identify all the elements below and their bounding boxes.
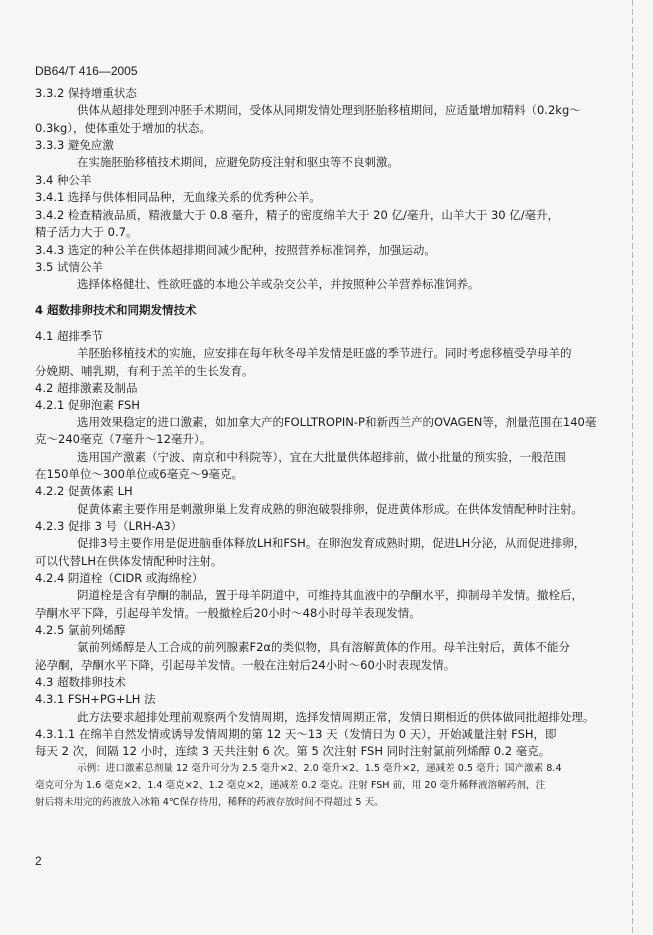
paragraph-line: 3.4.3 选定的种公羊在供体超排期间减少配种，按照营养标准饲养，加强运动。	[35, 243, 436, 257]
heading-4: 4 超数排卵技术和同期发情技术	[35, 303, 197, 317]
heading-3-5: 3.5 试情公羊	[35, 260, 103, 274]
paragraph-line: 促排3号主要作用是促进脑垂体释放LH和FSH。在卵泡发育成熟时期，促进LH分泌，从而促进排卵，	[77, 536, 586, 550]
heading-3-3-2: 3.3.2 保持增重状态	[35, 86, 137, 100]
heading-4-2: 4.2 超排激素及制品	[35, 381, 138, 395]
paragraph-line: 促黄体素主要作用是刺激卵巢上发育成熟的卵泡破裂排卵，促进黄体形成。在供体发情配种时注射。	[77, 502, 583, 516]
example-note-line: 毫克可分为 1.6 毫克×2、1.4 毫克×2、1.2 毫克×2，递减差 0.2 毫克。注射 FSH 前，用 20 毫升稀释液溶解药剂，注	[35, 780, 546, 791]
example-note-line: 示例：进口激素总剂量 12 毫升可分为 2.5 毫升×2、2.0 毫升×2、1.5 毫升×2，递减差 0.5 毫升；国产激素 8.4	[77, 763, 562, 774]
paragraph-line: 选用国产激素（宁波、南京和中科院等），宜在大批量供体超排前，做小批量的预实验，一般范围	[77, 450, 566, 464]
paragraph-line: 可以代替LH在供体发情配种时注射。	[35, 554, 223, 568]
heading-3-4: 3.4 种公羊	[35, 173, 92, 187]
paragraph-line: 孕酮水平下降，引起母羊发情。一般撤栓后20小时～48小时母羊表现发情。	[35, 606, 421, 620]
heading-4-3-1: 4.3.1 FSH+PG+LH 法	[35, 692, 156, 706]
paragraph-line: 4.3.1.1 在绵羊自然发情或诱导发情周期的第 12 天～13 天（发情日为 0 天），开始减量注射 FSH，即	[35, 727, 557, 741]
paragraph-line: 选用效果稳定的进口激素，如加拿大产的FOLLTROPIN-P和新西兰产的OVAGEN等，剂量范围在140毫	[77, 415, 597, 429]
paragraph-line: 泌孕酮，孕酮水平下降，引起母羊发情。一般在注射后24小时～60小时表现发情。	[35, 658, 456, 672]
paragraph-line: 克～240毫克（7毫升～12毫升）。	[35, 432, 212, 446]
heading-3-3-3: 3.3.3 避免应激	[35, 138, 114, 152]
heading-4-2-3: 4.2.3 促排 3 号（LRH-A3）	[35, 519, 183, 533]
heading-4-2-5: 4.2.5 氯前列烯醇	[35, 623, 126, 637]
paragraph-line: 精子活力大于 0.7。	[35, 225, 138, 239]
paragraph-line: 供体从超排处理到冲胚手术期间，受体从同期发情处理到胚胎移植期间，应适量增加精料（0.2kg～	[77, 103, 581, 117]
paragraph-line: 此方法要求超排处理前观察两个发情周期，选择发情周期正常，发情日期相近的供体做同批超排处理。	[77, 710, 595, 724]
page-number: 2	[35, 854, 42, 868]
paragraph-line: 氯前列烯醇是人工合成的前列腺素F2α的类似物，具有溶解黄体的作用。母羊注射后，黄体不能分	[77, 640, 571, 654]
page-edge-line	[632, 0, 633, 935]
paragraph-line: 0.3kg），使体重处于增加的状态。	[35, 121, 211, 135]
paragraph-line: 每天 2 次，间隔 12 小时，连续 3 天共注射 6 次。第 5 次注射 FSH 同时注射氯前列烯醇 0.2 毫克。	[35, 744, 551, 758]
paragraph-line: 阴道栓是含有孕酮的制品，置于母羊阴道中，可维持其血液中的孕酮水平，抑制母羊发情。撤栓后，	[77, 588, 583, 602]
paragraph-line: 3.4.2 检查精液品质，精液量大于 0.8 毫升，精子的密度绵羊大于 20 亿/毫升，山羊大于 30 亿/毫升，	[35, 208, 560, 222]
paragraph-line: 3.4.1 选择与供体相同品种，无血缘关系的优秀种公羊。	[35, 190, 321, 204]
paragraph-line: 羊胚胎移植技术的实施，应安排在每年秋冬母羊发情是旺盛的季节进行。同时考虑移植受孕母羊的	[77, 346, 572, 360]
paragraph-line: 在实施胚胎移植技术期间，应避免防疫注射和驱虫等不良刺激。	[77, 155, 399, 169]
paragraph-line: 在150单位～300单位或6毫克～9毫克。	[35, 467, 244, 481]
heading-4-1: 4.1 超排季节	[35, 329, 103, 343]
heading-4-2-1: 4.2.1 促卵泡素 FSH	[35, 398, 140, 412]
paragraph-line: 选择体格健壮、性欲旺盛的本地公羊或杂交公羊，并按照种公羊营养标准饲养。	[77, 277, 480, 291]
heading-4-2-4: 4.2.4 阴道栓（CIDR 或海绵栓）	[35, 571, 204, 585]
paragraph-line: 分娩期、哺乳期，有利于羔羊的生长发育。	[35, 364, 254, 378]
heading-4-3: 4.3 超数排卵技术	[35, 675, 126, 689]
document-header: DB64/T 416—2005	[35, 64, 138, 78]
heading-4-2-2: 4.2.2 促黄体素 LH	[35, 484, 133, 498]
example-note-line: 射后将未用完的药液放入冰箱 4℃保存待用，稀释的药液存放时间不得超过 5 天。	[35, 797, 384, 808]
